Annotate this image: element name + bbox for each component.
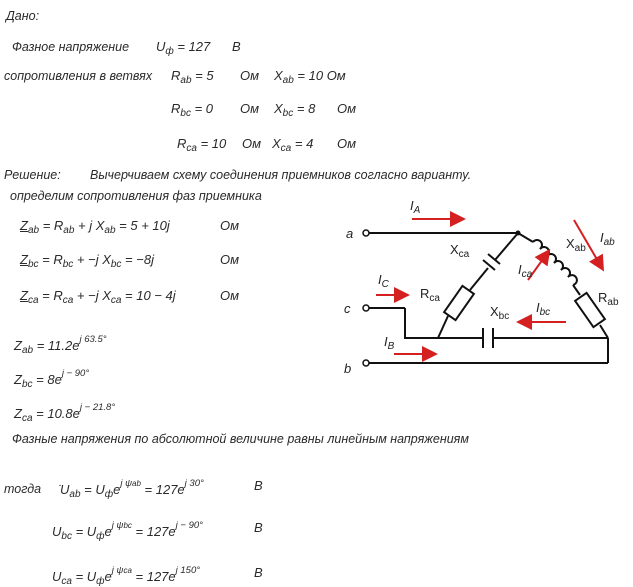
u-ca-unit: В	[254, 565, 263, 580]
r-ca: $R_{ca} = 10$	[177, 136, 227, 154]
wire-ca-mid	[470, 268, 488, 290]
resistances-label: сопротивления в ветвях	[4, 69, 153, 83]
label-node-c: c	[344, 301, 351, 316]
node-a	[516, 231, 521, 236]
u-ab-unit: В	[254, 478, 263, 493]
label-ib: $I_B$	[384, 334, 395, 352]
terminal-a	[363, 230, 369, 236]
u-bc-unit: В	[254, 520, 263, 535]
label-xab: $X_{ab}$	[566, 236, 586, 254]
label-ibc: $I_{bc}$	[536, 300, 551, 318]
z-bc-polar: $Z_{bc} = 8e^{j - 90^\circ}$	[14, 368, 90, 390]
then-label: тогда	[4, 482, 42, 496]
label-iab: $I_{ab}$	[600, 230, 615, 248]
capacitor-xbc	[483, 328, 493, 348]
x-ca: $X_{ca} = 4$	[272, 136, 314, 154]
wire-ca-top	[495, 233, 518, 260]
phase-note: Фазные напряжения по абсолютной величине равны линейным напряжениям	[12, 432, 469, 446]
label-ica: $I_{ca}$	[518, 262, 533, 280]
phase-voltage-unit: В	[232, 39, 241, 54]
terminal-c	[363, 305, 369, 311]
u-bc: $U_{bc} = U_фe^{j \psi bc} = 127e^{j - 90^\circ}$	[52, 520, 203, 542]
determine-text: определим сопротивления фаз приемника	[10, 189, 262, 203]
phase-voltage-label: Фазное напряжение	[12, 40, 130, 54]
wire-ab-mid	[573, 285, 580, 295]
circuit-diagram	[330, 190, 630, 390]
z-bc-unit: Ом	[220, 252, 240, 267]
solution-intro: Вычерчиваем схему соединения приемников согласно варианту.	[90, 168, 472, 182]
wire-ca-bot	[438, 316, 448, 338]
label-ic: $I_C$	[378, 272, 389, 290]
z-ab-unit: Ом	[220, 218, 240, 233]
terminal-b	[363, 360, 369, 366]
z-bc-rect: $Z_{bc} = R_{bc} + -j$ $X_{bc} = -8j$	[20, 252, 154, 270]
r-bc: $R_{bc} = 0$	[171, 101, 214, 119]
x-bc: $X_{bc} = 8$	[274, 101, 316, 119]
r-ca-unit: Ом	[242, 136, 262, 151]
u-ca: $U_{ca} = U_фe^{j \psi ca} = 127e^{j 150^\circ}$	[52, 565, 201, 587]
r-bc-unit: Ом	[240, 101, 260, 116]
wire-ab-bot	[600, 325, 608, 338]
u-ab: $U_{ab} = U_фe^{j \psi ab} = 127e^{j 30^\circ}$	[60, 478, 204, 500]
label-rca: $R_{ca}$	[420, 286, 440, 304]
label-node-a: a	[346, 226, 354, 241]
z-ca-unit: Ом	[220, 288, 240, 303]
resistor-rca	[444, 286, 474, 320]
label-xbc: $X_{bc}$	[490, 304, 510, 322]
label-xca: $X_{ca}$	[450, 242, 470, 260]
r-ab: $R_{ab} = 5$	[171, 68, 214, 86]
r-ab-unit: Ом	[240, 68, 260, 83]
wire-ab-top	[518, 233, 533, 242]
x-bc-unit: Ом	[337, 101, 357, 116]
phase-voltage-eq: $U_ф = 127$	[156, 39, 211, 57]
solution-title: Решение:	[4, 168, 61, 182]
z-ab-rect: $Z_{ab} = R_{ab} + j$ $X_{ab} = 5 + 10j$	[20, 218, 170, 236]
z-ab-polar: $Z_{ab} = 11.2e^{j 63.5^\circ}$	[14, 334, 107, 356]
x-ca-unit: Ом	[337, 136, 357, 151]
z-ca-rect: $Z_{ca} = R_{ca} + -j$ $X_{ca} = 10 - 4j$	[20, 288, 176, 306]
given-title: Дано:	[6, 9, 40, 23]
z-ca-polar: $Z_{ca} = 10.8e^{j - 21.8^\circ}$	[14, 402, 116, 424]
wire-c-down	[405, 308, 438, 338]
label-ia: $I_A$	[410, 198, 421, 216]
label-node-b: b	[344, 361, 352, 376]
x-ab: $X_{ab} = 10$ Ом	[274, 68, 346, 86]
label-rab: $R_{ab}$	[598, 290, 619, 308]
